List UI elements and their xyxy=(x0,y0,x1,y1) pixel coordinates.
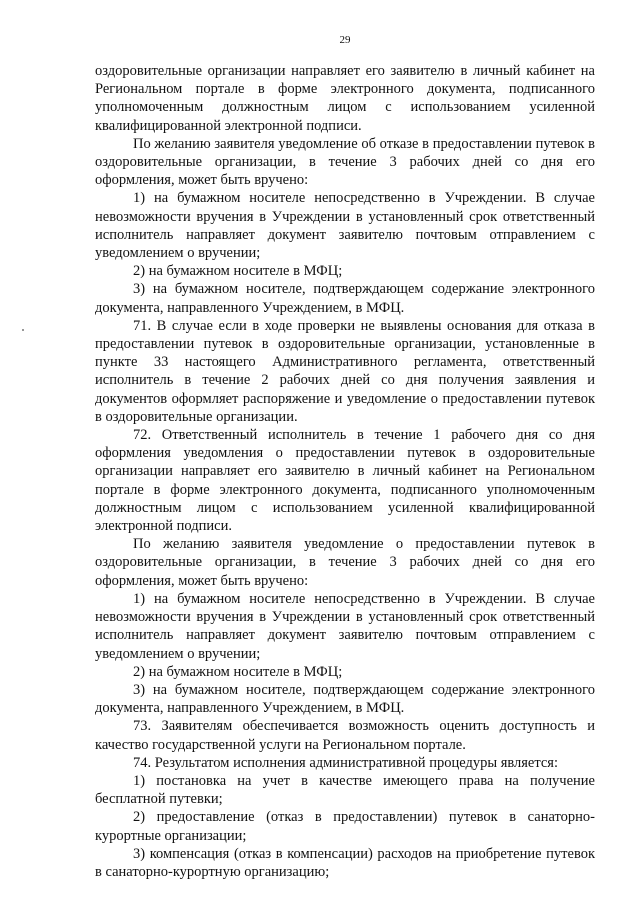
list-item: 2) предоставление (отказ в предоставлении) путевок в санаторно-курортные организации; xyxy=(95,809,595,844)
list-item: 1) на бумажном носителе непосредственно в Учреждении. В случае невозможности вручения в Учреждении в установленный срок ответственный исполнитель направляет документ заявителю почтовым отправлением с уведомлением о вручении; xyxy=(95,190,595,262)
paragraph: 71. В случае если в ходе проверки не выявлены основания для отказа в предоставлении путевок в оздоровительные организации, установленные в пункте 33 настоящего Административного регламента, ответственный исполнитель в течение 2 рабочих дней со дня получения заявления и документов оформляет распоряжение и уведомление о предоставлении путевок в оздоровительные организации. xyxy=(95,317,595,425)
paragraph: По желанию заявителя уведомление о предоставлении путевок в оздоровительные организации, в течение 3 рабочих дней со дня его оформления, может быть вручено: xyxy=(95,536,595,589)
paragraph: 74. Результатом исполнения административной процедуры является: xyxy=(133,754,559,771)
list-item: 2) на бумажном носителе в МФЦ; xyxy=(133,663,343,680)
paragraph: По желанию заявителя уведомление об отказе в предоставлении путевок в оздоровительные организации, в течение 3 рабочих дней со дня его оформления, может быть вручено: xyxy=(95,135,595,189)
list-item: 2) на бумажном носителе в МФЦ; xyxy=(133,263,343,280)
list-item: 3) компенсация (отказ в компенсации) расходов на приобретение путевок в санаторно-курортную организацию; xyxy=(95,845,595,880)
list-item: 3) на бумажном носителе, подтверждающем содержание электронного документа, направленного Учреждением, в МФЦ. xyxy=(95,681,595,717)
list-item: 3) на бумажном носителе, подтверждающем содержание электронного документа, направленного Учреждением, в МФЦ. xyxy=(95,281,595,316)
list-item: 1) на бумажном носителе непосредственно в Учреждении. В случае невозможности вручения в Учреждении в установленный срок ответственный исполнитель направляет документ заявителю почтовым отправлением с уведомлением о вручении; xyxy=(95,590,595,662)
paragraph: 72. Ответственный исполнитель в течение 1 рабочего дня со дня оформления уведомления о предоставлении путевок в оздоровительные организации направляет его заявителю в личный кабинет на Региональном портале в форме электронного документа, подписанного уполномоченным должностным лицом с использованием усиленной квалифицированной электронной подписи. xyxy=(95,427,595,535)
paragraph: оздоровительные организации направляет его заявителю в личный кабинет на Региональном портале в форме электронного документа, подписанного уполномоченным должностным лицом с использованием усиленной квалифицированной электронной подписи. xyxy=(95,63,595,134)
paragraph: 73. Заявителям обеспечивается возможность оценить доступность и качество государственной услуги на Региональном портале. xyxy=(95,718,595,753)
scan-speck xyxy=(22,329,24,331)
page-number: 29 xyxy=(339,34,351,46)
list-item: 1) постановка на учет в качестве имеющего права на получение бесплатной путевки; xyxy=(95,772,595,808)
